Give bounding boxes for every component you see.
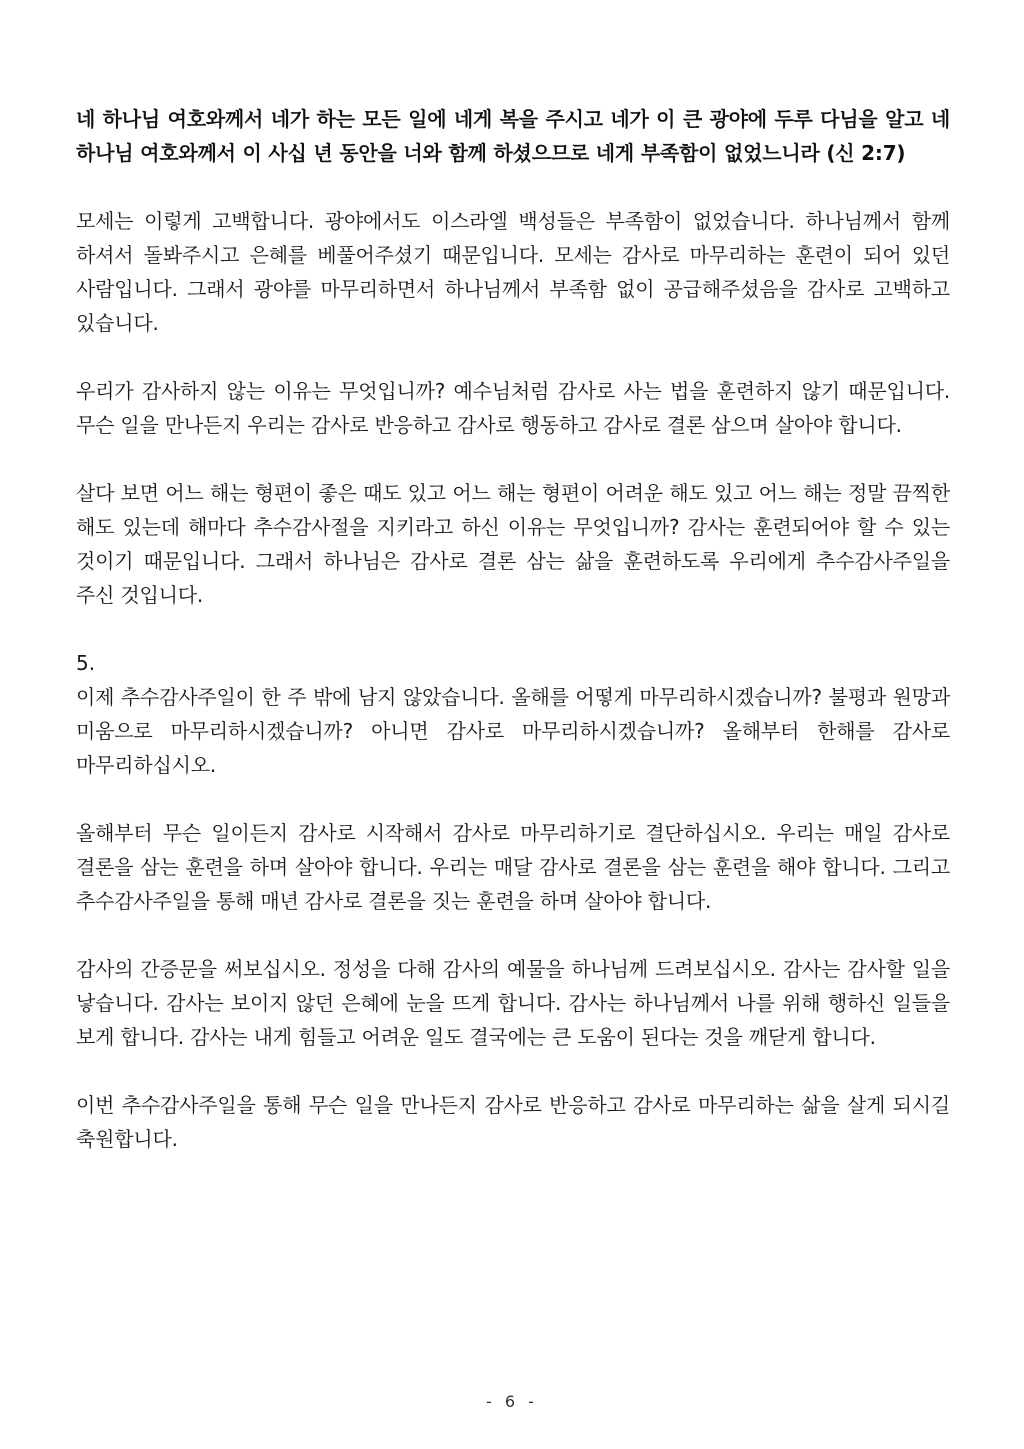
paragraph-testimony: 감사의 간증문을 써보십시오. 정성을 다해 감사의 예물을 하나님께 드려보십시오. 감사는 감사할 일을 낳습니다. 감사는 보이지 않던 은혜에 눈을 뜨게 합니다. 감사는 하나님께서 나를 위해 행하신 일들을 보게 합니다. 감사는 내게 힘들고 어려운 일도 결국에는 큰 도움이 된다는 것을 깨닫게 합니다. xyxy=(76,957,950,1049)
paragraph-why-not-thankful: 우리가 감사하지 않는 이유는 무엇입니까? 예수님처럼 감사로 사는 법을 훈련하지 않기 때문입니다. 무슨 일을 만나든지 우리는 감사로 반응하고 감사로 행동하고 감사로 결론 삼으며 살아야 합니다. xyxy=(76,379,950,437)
scripture-verse: 네 하나님 여호와께서 네가 하는 모든 일에 네게 복을 주시고 네가 이 큰 광야에 두루 다님을 알고 네 하나님 여호와께서 이 사십 년 동안을 너와 함께 하셨으므로 네게 부족함이 없었느니라 (신 2:7) xyxy=(76,107,950,165)
paragraph-blessing: 이번 추수감사주일을 통해 무슨 일을 만나든지 감사로 반응하고 감사로 마무리하는 삶을 살게 되시길 축원합니다. xyxy=(76,1093,950,1151)
paragraph-moses-confession: 모세는 이렇게 고백합니다. 광야에서도 이스라엘 백성들은 부족함이 없었습니다. 하나님께서 함께 하셔서 돌봐주시고 은혜를 베풀어주셨기 때문입니다. 모세는 감사로 마무리하는 훈련이 되어 있던 사람입니다. 그래서 광야를 마무리하면서 하나님께서 부족함 없이 공급해주셨음을 감사로 고백하고 있습니다. xyxy=(76,209,950,335)
paragraph-thanksgiving-training: 살다 보면 어느 해는 형편이 좋은 때도 있고 어느 해는 형편이 어려운 해도 있고 어느 해는 정말 끔찍한 해도 있는데 해마다 추수감사절을 지키라고 하신 이유는 무엇입니까? 감사는 훈련되어야 할 수 있는 것이기 때문입니다. 그래서 하나님은 감사로 결론 삼는 삶을 훈련하도록 우리에게 추수감사주일을 주신 것입니다. xyxy=(76,481,950,607)
page-number: - 6 - xyxy=(486,1392,538,1411)
document-body xyxy=(76,102,950,1190)
paragraph-finish-year: 이제 추수감사주일이 한 주 밖에 남지 않았습니다. 올해를 어떻게 마무리하시겠습니까? 불평과 원망과 미움으로 마무리하시겠습니까? 아니면 감사로 마무리하시겠습니까? 올해부터 한해를 감사로 마무리하십시오. xyxy=(76,685,950,777)
section-number: 5. xyxy=(76,651,96,675)
paragraph-resolve-thanks: 올해부터 무슨 일이든지 감사로 시작해서 감사로 마무리하기로 결단하십시오. 우리는 매일 감사로 결론을 삼는 훈련을 하며 살아야 합니다. 우리는 매달 감사로 결론을 삼는 훈련을 해야 합니다. 그리고 추수감사주일을 통해 매년 감사로 결론을 짓는 훈련을 하며 살아야 합니다. xyxy=(76,821,950,913)
